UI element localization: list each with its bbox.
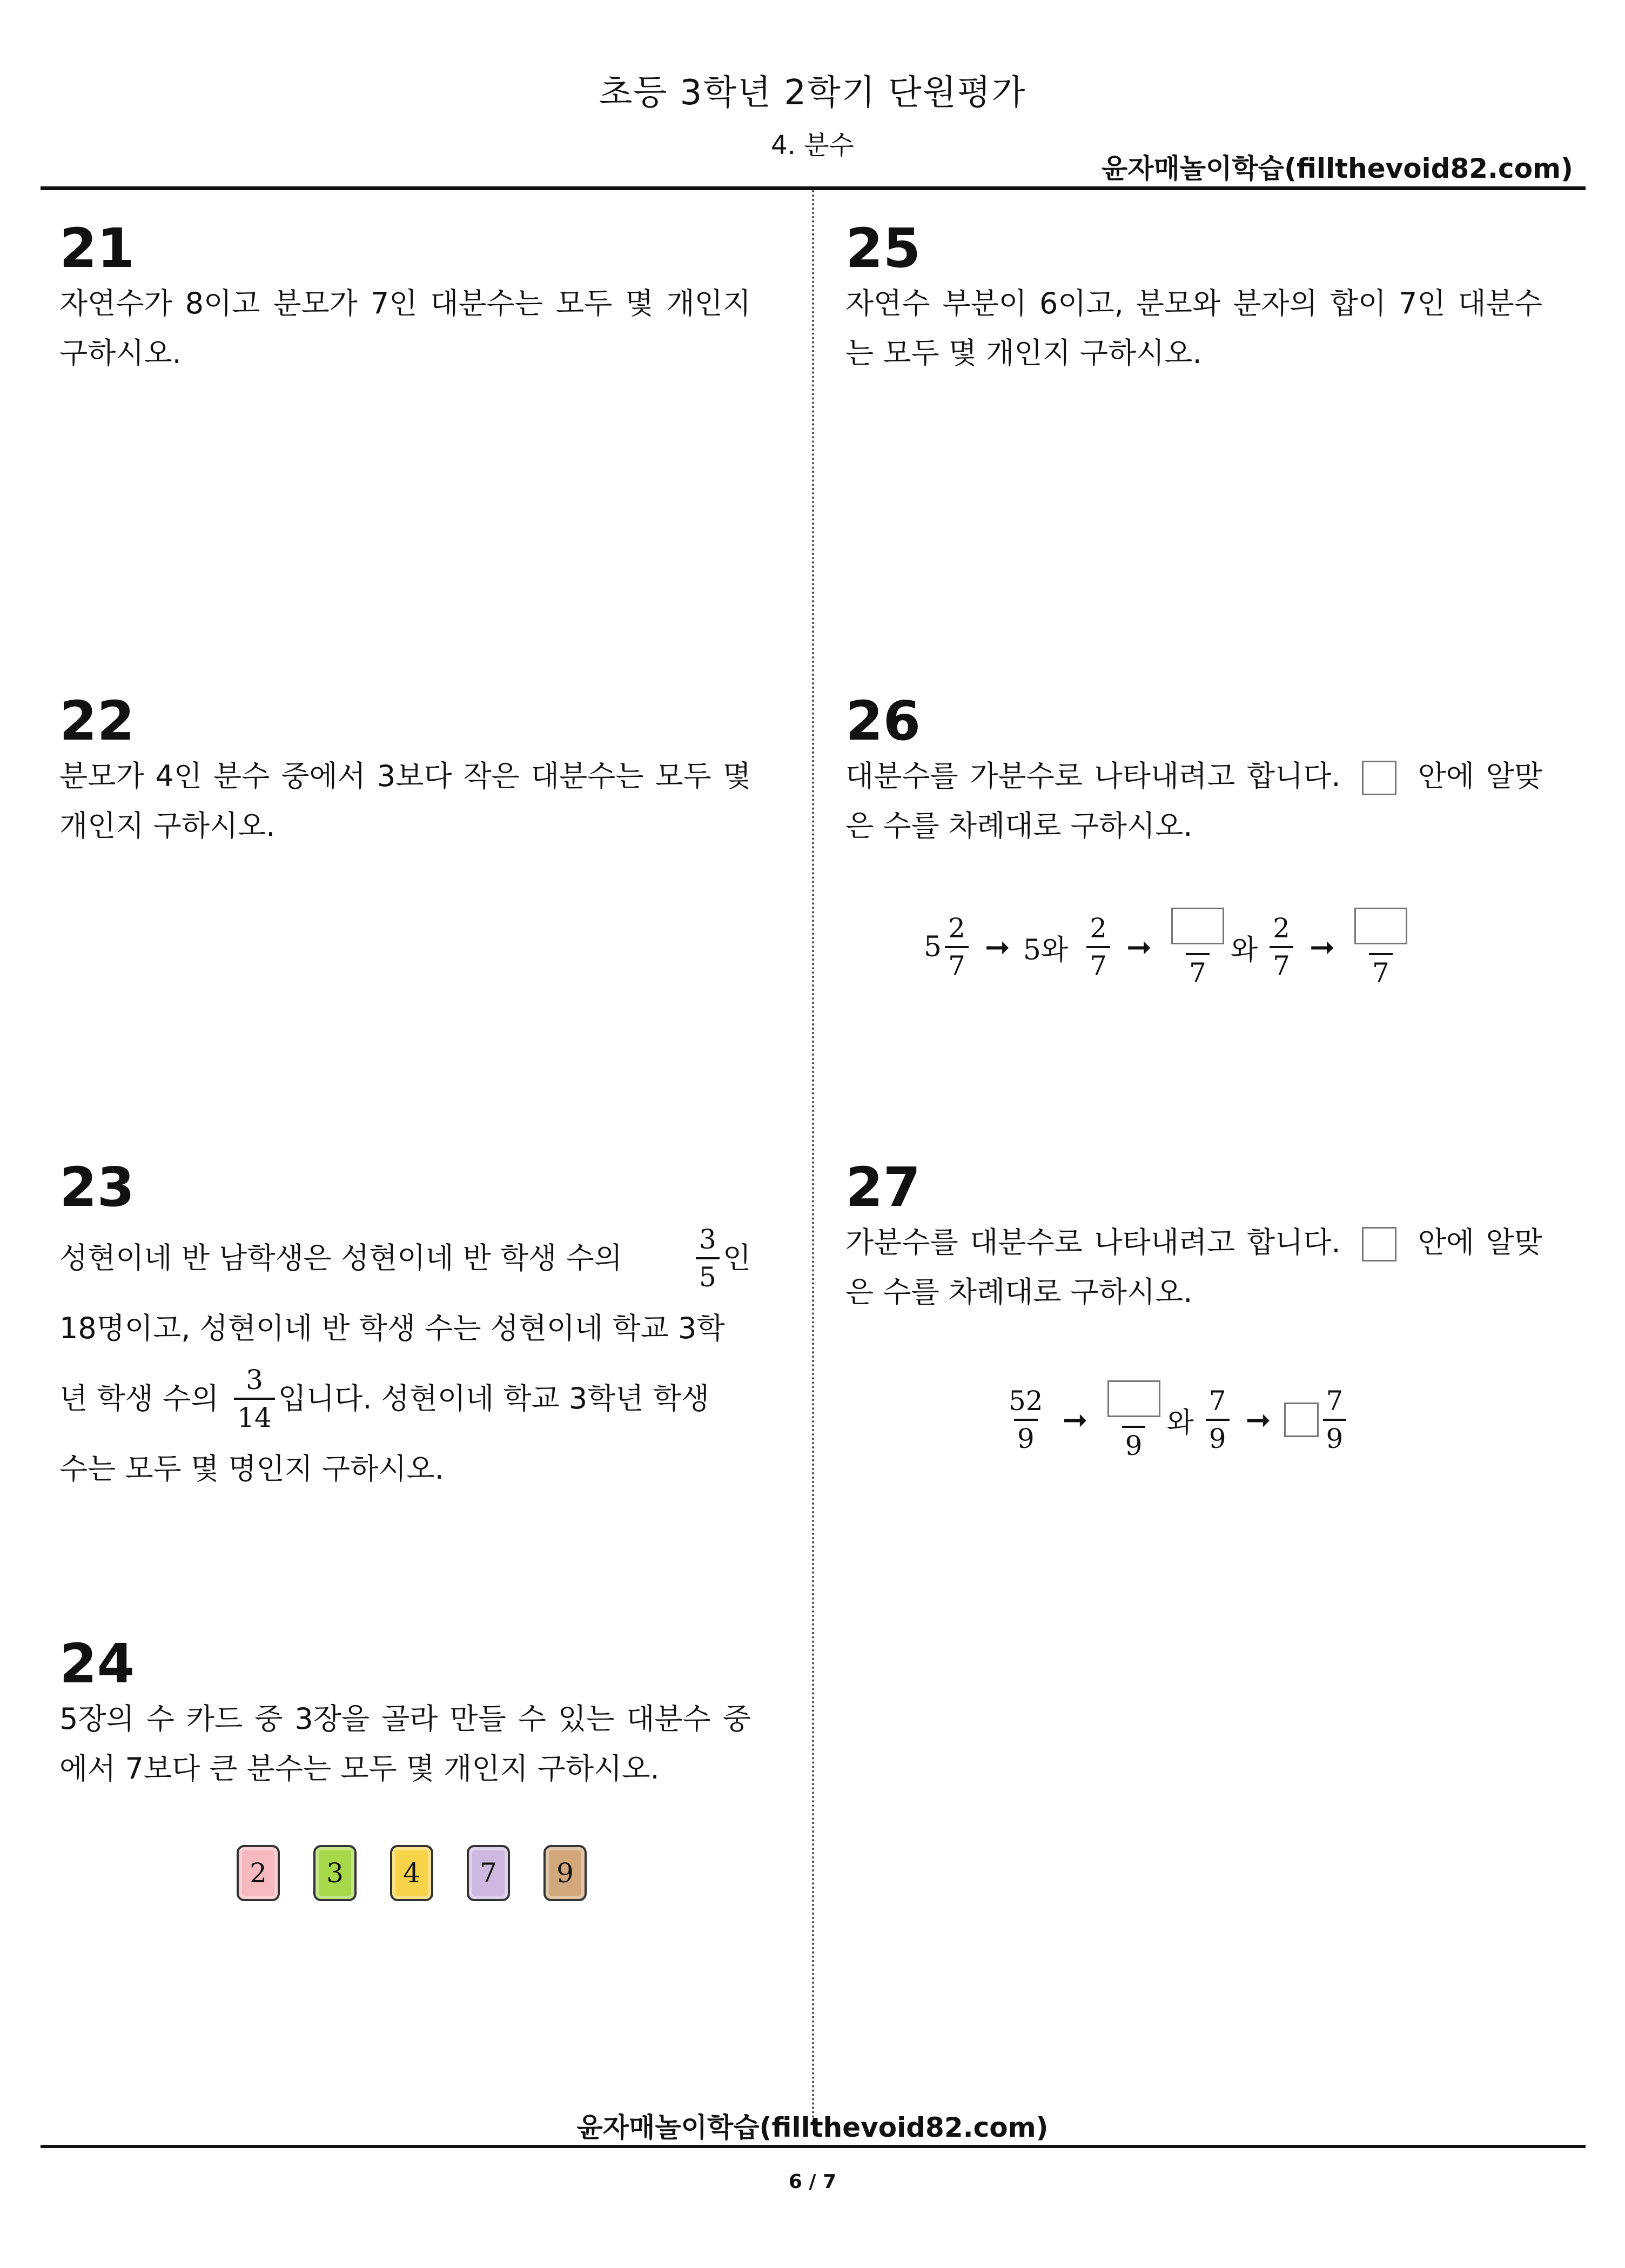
fraction-denominator: 5 [696, 1257, 720, 1291]
improper-to-mixed-expression [1002, 1380, 1349, 1459]
and-text: 5와 [1023, 934, 1069, 967]
fraction-blank-over-seven [1168, 908, 1227, 987]
fraction-denominator: 9 [1206, 1419, 1230, 1452]
question-number: 24 [59, 1632, 135, 1695]
header-brand: 윤자매놀이학습(fillthevoid82.com) [1101, 153, 1573, 184]
question-text-part: 안에 알맞은 수를 차례대로 구하시오. [845, 759, 1542, 843]
fraction-seven-ninths [1206, 1387, 1230, 1452]
page-number: 6 / 7 [788, 2171, 837, 2193]
fraction-denominator: 9 [1014, 1419, 1038, 1452]
question-line-text: 인 [722, 1241, 751, 1275]
card-value: 4 [403, 1857, 420, 1889]
fraction-numerator: 2 [1273, 912, 1290, 944]
card-value: 7 [480, 1857, 497, 1889]
fraction-two-sevenths [945, 912, 969, 982]
fraction-denominator: 7 [1186, 953, 1210, 987]
number-card [543, 1845, 587, 1901]
question-line-text: 입니다. 성현이네 학교 3학년 학생 [278, 1381, 710, 1415]
question-24 [59, 1632, 751, 1794]
question-number: 26 [845, 689, 921, 753]
and-text: 와 [1230, 934, 1258, 967]
answer-box-icon [1362, 1227, 1396, 1262]
question-26 [845, 689, 1542, 851]
card-value: 9 [556, 1857, 574, 1889]
footer-brand: 윤자매놀이학습(fillthevoid82.com) [576, 2112, 1049, 2143]
answer-box-icon [1107, 1380, 1160, 1417]
arrow-icon: ➞ [984, 929, 1010, 965]
fraction-seven-ninths [1323, 1387, 1347, 1452]
fraction-numerator: 7 [1326, 1385, 1344, 1417]
fraction-blank-over-seven [1351, 908, 1411, 987]
question-text: 자연수가 8이고 분모가 7인 대분수는 모두 몇 개인지 구하시오. [59, 286, 751, 370]
question-line: 수는 모두 몇 명인지 구하시오. [59, 1452, 444, 1486]
question-27 [845, 1156, 1542, 1317]
unit-subtitle: 4. 분수 [771, 130, 854, 160]
fraction-denominator: 9 [1323, 1419, 1347, 1452]
fraction-numerator: 7 [1208, 1385, 1226, 1417]
question-number: 21 [59, 217, 135, 280]
fraction-two-sevenths [1270, 912, 1293, 982]
question-text: 분모가 4인 분수 중에서 3보다 작은 대분수는 모두 몇 개인지 구하시오. [59, 759, 751, 843]
fraction-denominator: 14 [234, 1398, 275, 1431]
question-text-part: 가분수를 대분수로 나타내려고 합니다. [845, 1225, 1341, 1259]
fraction-three-fourteenths [234, 1366, 275, 1431]
arrow-icon: ➞ [1245, 1402, 1271, 1438]
arrow-icon: ➞ [1309, 929, 1335, 965]
question-number: 22 [59, 689, 135, 753]
number-card [390, 1845, 433, 1901]
question-number: 27 [845, 1156, 921, 1219]
worksheet-title: 초등 3학년 2학기 단원평가 [599, 73, 1026, 113]
question-text [845, 1218, 1542, 1317]
and-text: 와 [1166, 1406, 1194, 1439]
card-value: 2 [250, 1857, 267, 1889]
answer-box-icon [1284, 1403, 1319, 1437]
answer-box-icon [1171, 908, 1224, 944]
fraction-numerator: 3 [246, 1364, 263, 1395]
fraction-numerator [1168, 908, 1227, 953]
question-text: 5장의 수 카드 중 3장을 골라 만들 수 있는 대분수 중에서 7보다 큰 분수는 모두 몇 개인지 구하시오. [59, 1702, 751, 1786]
answer-box-icon [1354, 908, 1407, 944]
number-card [237, 1845, 280, 1901]
fraction-denominator: 7 [1369, 953, 1393, 987]
fraction-fiftytwo-ninths [1005, 1387, 1046, 1452]
question-line [59, 1364, 751, 1434]
question-number: 23 [59, 1156, 135, 1219]
fraction-denominator: 7 [945, 946, 969, 979]
fraction-two-sevenths [1086, 912, 1110, 982]
fraction-three-fifths [696, 1226, 720, 1291]
fraction-numerator: 3 [699, 1224, 716, 1255]
question-line [59, 1223, 751, 1293]
card-value: 3 [326, 1857, 344, 1889]
question-line: 18명이고, 성현이네 반 학생 수는 성현이네 학교 3학 [59, 1311, 725, 1345]
mixed-to-improper-expression [924, 908, 1414, 987]
question-22 [59, 689, 751, 851]
question-text: 자연수 부분이 6이고, 분모와 분자의 합이 7인 대분수는 모두 몇 개인지 구하시오. [845, 286, 1542, 370]
answer-box-icon [1362, 761, 1396, 795]
fraction-numerator: 2 [1090, 912, 1107, 944]
question-21 [59, 217, 751, 378]
question-line-text: 성현이네 반 남학생은 성현이네 반 학생 수의 [59, 1241, 622, 1275]
question-line-text: 년 학생 수의 [59, 1381, 219, 1415]
fraction-blank-over-nine [1104, 1380, 1164, 1459]
question-number: 25 [845, 217, 921, 280]
arrow-icon: ➞ [1126, 929, 1152, 965]
fraction-numerator: 52 [1009, 1385, 1043, 1417]
number-cards [237, 1845, 587, 1901]
number-card [313, 1845, 357, 1901]
question-23 [59, 1156, 751, 1504]
footer-rule [41, 2145, 1586, 2148]
question-text-part: 안에 알맞은 수를 차례대로 구하시오. [845, 1225, 1542, 1309]
whole-number: 5 [924, 931, 942, 963]
question-25 [845, 217, 1542, 378]
fraction-numerator: 2 [948, 912, 965, 944]
header-rule [41, 186, 1586, 190]
question-text [59, 1223, 751, 1504]
fraction-denominator: 7 [1086, 946, 1110, 979]
question-text-part: 대분수를 가분수로 나타내려고 합니다. [845, 759, 1341, 793]
fraction-denominator: 9 [1122, 1426, 1146, 1459]
fraction-denominator: 7 [1270, 946, 1293, 979]
fraction-numerator [1104, 1380, 1164, 1426]
fraction-numerator [1351, 908, 1411, 953]
column-divider [812, 190, 814, 2124]
number-card [467, 1845, 510, 1901]
arrow-icon: ➞ [1062, 1402, 1088, 1438]
question-text [845, 751, 1542, 851]
